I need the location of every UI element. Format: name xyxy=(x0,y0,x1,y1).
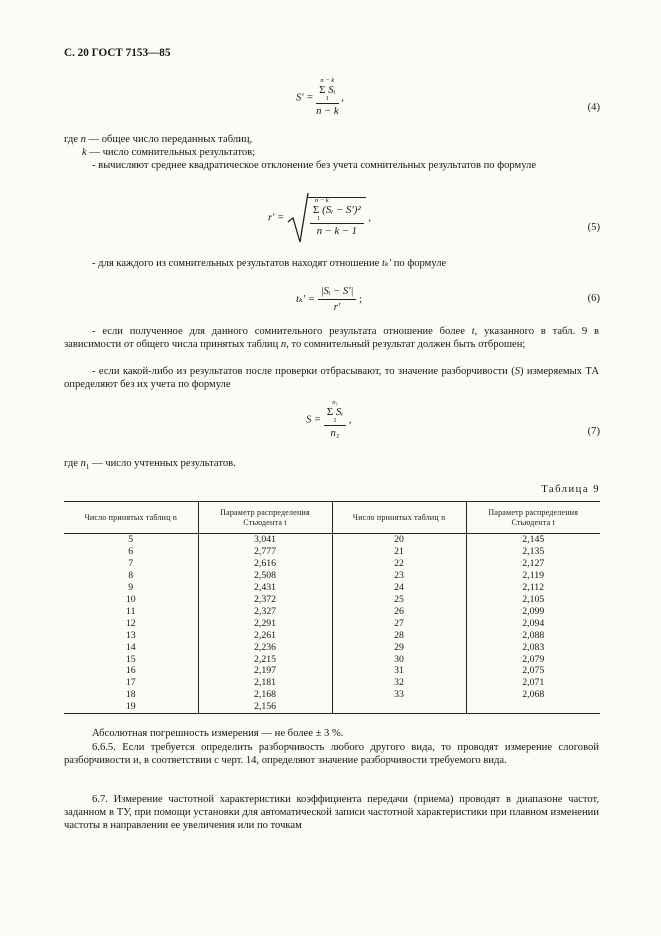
table-cell: 2,327 xyxy=(198,606,332,618)
table-cell: 2,088 xyxy=(466,630,600,642)
eq6-lhs: tₖ′ = xyxy=(296,294,315,306)
table-cell: 7 xyxy=(128,557,134,569)
table-header: Число принятых таблиц n xyxy=(332,502,466,534)
table-cell: 15 xyxy=(125,653,136,665)
equation-6: tₖ′ = $\frac{\text{|Sᵢ − S′|}}{r'}$ ; xyxy=(296,286,363,314)
eq5-sum-top: n − k xyxy=(314,197,329,205)
table-cell: 31 xyxy=(332,665,466,677)
eq5-sigma: Σ (Sᵢ − S′)² xyxy=(312,203,361,216)
table-header-row xyxy=(64,502,600,534)
table-cell: 2,075 xyxy=(466,665,600,677)
table-cell: 2,372 xyxy=(198,594,332,606)
table-cell: 3,041 xyxy=(198,534,332,546)
table-cell: 8 xyxy=(128,569,134,581)
equation-7: S = n₁ Σ Sᵢ 1 n₁ , xyxy=(306,399,352,439)
eq7-number: (7) xyxy=(587,426,600,437)
table-cell: 2,431 xyxy=(198,582,332,594)
eq4-fraction xyxy=(316,78,338,118)
table-cell: 17 xyxy=(125,677,136,689)
table-cell: 16 xyxy=(125,665,136,677)
table-cell: 13 xyxy=(125,629,136,641)
table-cell: 2,094 xyxy=(466,618,600,630)
table-cell: 2,197 xyxy=(198,665,332,677)
eq7-sum-top: n₁ xyxy=(332,399,338,406)
table-cell: 22 xyxy=(332,558,466,570)
eq4-lhs: S′ = xyxy=(296,92,314,104)
eq7-sigma: Σ Sᵢ xyxy=(326,405,344,418)
table-cell: 20 xyxy=(332,534,466,546)
eq5-fraction xyxy=(310,198,364,238)
table-cell: 21 xyxy=(332,546,466,558)
paragraph-discard: - если полученное для данного сомнительного результата отношение более t, указанного в табл. 9 в зависимости от общего числа принятых таблиц n, то сомнительный результат должен быть отброшен; xyxy=(64,326,599,351)
eq6-fraction xyxy=(318,285,357,314)
table-cell: 30 xyxy=(332,654,466,666)
table-cell: 33 xyxy=(332,689,466,701)
where-n: где n — общее число переданных таблиц, xyxy=(64,134,253,145)
table-cell: 2,112 xyxy=(466,582,600,594)
table-row xyxy=(64,677,600,689)
sqrt-sign-icon xyxy=(287,192,309,244)
eq7-summand: Sᵢ xyxy=(335,405,344,418)
table-cell: 18 xyxy=(125,689,136,701)
eq5-number: (5) xyxy=(587,222,600,233)
table-cell: 2,145 xyxy=(466,534,600,546)
table-cell: 26 xyxy=(332,606,466,618)
eq6-numerator: |Sᵢ − S′| xyxy=(318,285,357,300)
table-cell: 11 xyxy=(126,605,136,617)
where-n1: где $n_1$ — число учтенных результатов. xyxy=(64,458,236,472)
table-cell: 2,135 xyxy=(466,546,600,558)
table-row xyxy=(64,630,600,642)
table-row xyxy=(64,570,600,582)
table-cell: 2,127 xyxy=(466,558,600,570)
table-row xyxy=(64,654,600,666)
eq5-denominator: n − k − 1 xyxy=(316,226,357,238)
table-cell: 2,099 xyxy=(466,606,600,618)
table-cell: 25 xyxy=(332,594,466,606)
table-body xyxy=(64,534,600,714)
table-cell: 2,508 xyxy=(198,570,332,582)
eq4-number: (4) xyxy=(587,102,600,113)
table-cell: 27 xyxy=(332,618,466,630)
table-cell: 14 xyxy=(125,641,136,653)
table-header: Число принятых таблиц n xyxy=(64,502,198,534)
table-cell: 2,071 xyxy=(466,677,600,689)
table-header: Параметр распределения Стьюдента t xyxy=(198,502,332,534)
table-caption: Таблица 9 xyxy=(541,484,600,495)
eq6-number: (6) xyxy=(587,293,600,304)
table-cell: 2,083 xyxy=(466,642,600,654)
table-row xyxy=(64,534,600,546)
table-cell xyxy=(332,701,466,713)
table-cell: 2,261 xyxy=(198,630,332,642)
where-k: k — число сомнительных результатов; xyxy=(82,147,256,158)
table-header: Параметр распределения Стьюдента t xyxy=(466,502,600,534)
eq4-denominator: n − k xyxy=(316,106,339,117)
table-row xyxy=(64,546,600,558)
eq7-fraction xyxy=(324,400,346,440)
table-row xyxy=(64,582,600,594)
table-cell: 2,156 xyxy=(198,701,332,713)
table-cell: 28 xyxy=(332,630,466,642)
table-row xyxy=(64,618,600,630)
table-row xyxy=(64,701,600,713)
paragraph-recompute: - если какой-либо из результатов после проверки отбрасывают, то значение разборчивости (S) измеряемых ТА определяют без их учета по формуле xyxy=(64,366,599,391)
absolute-error-note: Абсолютная погрешность измерения — не более ± 3 %. xyxy=(92,728,344,739)
paragraph-std-deviation: - вычисляют среднее квадратическое отклонение без учета сомнительных результатов по формуле xyxy=(92,160,537,171)
table-cell: 2,105 xyxy=(466,594,600,606)
table-cell: 2,068 xyxy=(466,689,600,701)
table-cell: 2,236 xyxy=(198,642,332,654)
table-cell: 2,616 xyxy=(198,558,332,570)
eq4-sum-top: n − k xyxy=(320,77,335,84)
table-cell: 9 xyxy=(128,581,134,593)
table-cell: 2,119 xyxy=(466,570,600,582)
table-cell: 2,215 xyxy=(198,654,332,666)
table-cell: 2,291 xyxy=(198,618,332,630)
eq4-sum-bottom: 1 xyxy=(325,94,329,102)
eq7-sum-bottom: 1 xyxy=(333,416,337,424)
table-cell xyxy=(466,701,600,713)
paragraph-6-7: 6.7. Измерение частотной характеристики коэффициента передачи (приема) проводят в диапазоне частот, заданном в ТУ, при помощи установки для автоматической записи частотной характеристики при плавном изменении частоты в направлении ее увеличения или по точкам xyxy=(64,794,599,832)
table-cell: 6 xyxy=(128,545,134,557)
eq4-summand: Sᵢ xyxy=(328,83,336,96)
eq6-denominator: r′ xyxy=(333,302,341,314)
table-cell: 12 xyxy=(125,617,136,629)
eq7-denominator: n₁ xyxy=(330,428,340,439)
table-cell: 32 xyxy=(332,677,466,689)
table-cell: 29 xyxy=(332,642,466,654)
eq5-lhs: r′ = xyxy=(268,212,285,224)
table-cell: 2,181 xyxy=(198,677,332,689)
table-cell: 24 xyxy=(332,582,466,594)
table-cell: 2,168 xyxy=(198,689,332,701)
paragraph-ratio: - для каждого из сомнительных результатов находят отношение tₖ′ по формуле xyxy=(92,258,447,269)
table-row xyxy=(64,689,600,701)
table-cell: 2,777 xyxy=(198,546,332,558)
eq5-summand: (Sᵢ − S′)² xyxy=(322,203,361,216)
table-9 xyxy=(64,501,600,714)
table-row xyxy=(64,642,600,654)
eq4-sigma: Σ Sᵢ xyxy=(319,83,336,96)
table-cell: 2,079 xyxy=(466,654,600,666)
table-row xyxy=(64,606,600,618)
table-row xyxy=(64,665,600,677)
table-cell: 19 xyxy=(64,701,198,713)
eq5-sum-bottom: 1 xyxy=(316,214,321,222)
equation-4: S′ = n − k Σ Sᵢ 1 n − k , xyxy=(296,77,344,117)
table-row xyxy=(64,558,600,570)
table-cell: 23 xyxy=(332,570,466,582)
table-row xyxy=(64,594,600,606)
table-cell: 10 xyxy=(125,593,136,605)
equation-5: r′ = n − k Σ (Sᵢ − S′)² 1 n − k − 1 , xyxy=(268,192,371,244)
paragraph-6-6-5: 6.6.5. Если требуется определить разборчивость любого другого вида, то проводят измерение слоговой разборчивости и, в соответствии с черт. 14, определяют значение разборчивости требуемого вида. xyxy=(64,742,599,767)
page-header: С. 20 ГОСТ 7153—85 xyxy=(64,47,171,59)
eq7-lhs: S = xyxy=(306,414,322,426)
table-cell: 5 xyxy=(128,534,134,545)
